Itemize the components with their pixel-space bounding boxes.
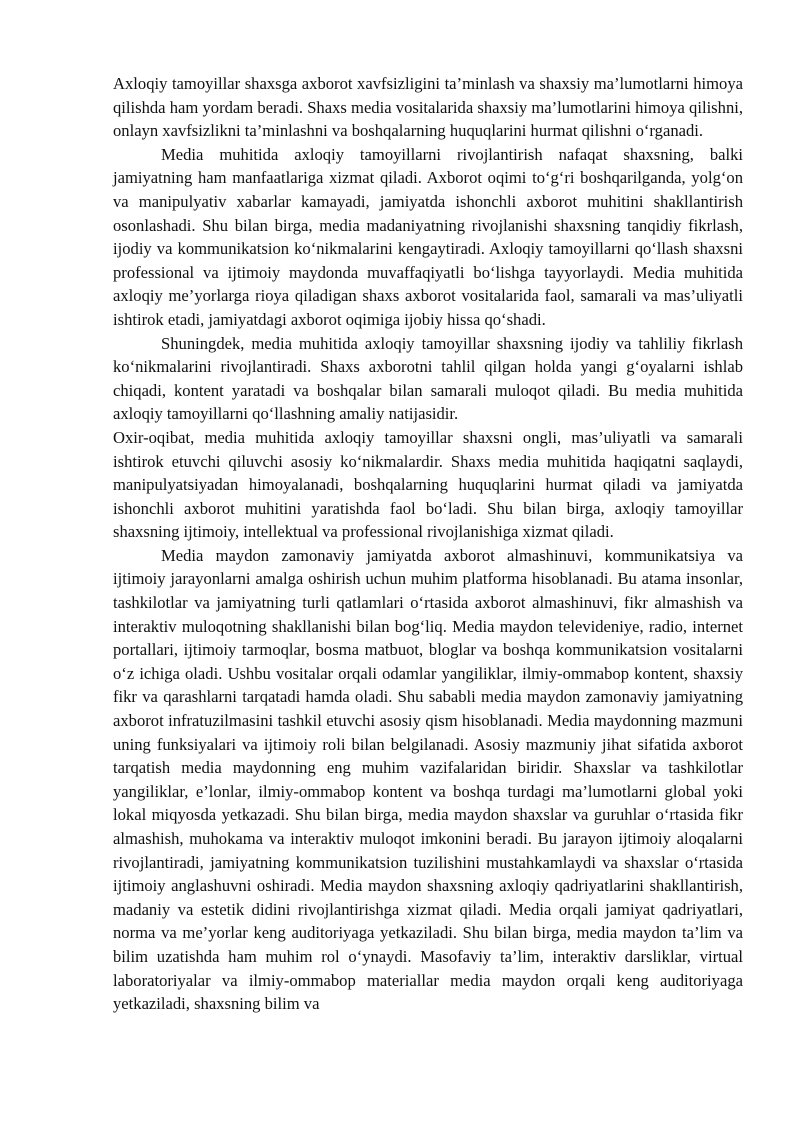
document-page bbox=[113, 72, 743, 1016]
paragraph-privacy: Axloqiy tamoyillar shaxsga axborot xavfsizligini ta’minlash va shaxsiy ma’lumotlarni himoya qilishda ham yordam beradi. Shaxs media vositalarida shaxsiy ma’lumotlarini himoya qilishni, onlayn xavfsizlikni ta’minlashni va boshqalarning huquqlarini hurmat qilishni o‘rganadi. bbox=[113, 74, 743, 141]
paragraph-ethics-benefits: Media muhitida axloqiy tamoyillarni rivojlantirish nafaqat shaxsning, balki jamiyatning ham manfaatlariga xizmat qiladi. Axborot oqimi to‘g‘ri boshqarilganda, yolg‘on va manipulyativ xabarlar kamayadi, jamiyatda ishonchli axborot muhitini shakllantirish osonlashadi. Shu bilan birga, media madaniyatning rivojlanishi shaxsning tanqidiy fikrlash, ijodiy va kommunikatsion ko‘nikmalarini kengaytiradi. Axloqiy tamoyillarni qo‘llash shaxsni professional va ijtimoiy maydonda muvaffaqiyatli bo‘lishga tayyorlaydi. Media muhitida axloqiy me’yorlarga rioya qiladigan shaxs axborot vositalarida faol, samarali va mas’uliyatli ishtirok etadi, jamiyatdagi axborot oqimiga ijobiy hissa qo‘shadi. bbox=[113, 144, 743, 329]
paragraph-creative-thinking: Shuningdek, media muhitida axloqiy tamoyillar shaxsning ijodiy va tahliliy fikrlash ko‘nikmalarini rivojlantiradi. Shaxs axborotni tahlil qilgan holda yangi g‘oyalarni ishlab chiqadi, kontent yaratadi va boshqalar bilan samarali muloqot qiladi. Bu media muhitida axloqiy tamoyillarni qo‘llashning amaliy natijasidir. bbox=[113, 333, 743, 424]
paragraph-media-field: Media maydon zamonaviy jamiyatda axborot almashinuvi, kommunikatsiya va ijtimoiy jarayonlarni amalga oshirish uchun muhim platforma hisoblanadi. Bu atama insonlar, tashkilotlar va jamiyatning turli qatlamlari o‘rtasida axborot almashinuvi, fikr almashish va interaktiv muloqotning shakllanishi bilan bog‘liq. Media maydon televideniye, radio, internet portallari, ijtimoiy tarmoqlar, bosma matbuot, bloglar va boshqa kommunikatsion vositalarni o‘z ichiga oladi. Ushbu vositalar orqali odamlar yangiliklar, ilmiy-ommabop kontent, shaxsiy fikr va qarashlarni tarqatadi hamda oladi. Shu sababli media maydon zamonaviy jamiyatning axborot infratuzilmasini tashkil etuvchi asosiy qism hisoblanadi. Media maydonning mazmuni uning funksiyalari va ijtimoiy roli bilan belgilanadi. Asosiy mazmuniy jihat sifatida axborot tarqatish media maydonning eng muhim vazifalaridan biridir. Shaxslar va tashkilotlar yangiliklar, e’lonlar, ilmiy-ommabop kontent va boshqa turdagi ma’lumotlarni global yoki lokal miqyosda yetkazadi. Shu bilan birga, media maydon shaxslar va guruhlar o‘rtasida fikr almashish, muhokama va interaktiv muloqot imkonini beradi. Bu jarayon ijtimoiy aloqalarni rivojlantiradi, jamiyatning kommunikatsion tuzilishini mustahkamlaydi va shaxslar o‘rtasida ijtimoiy anglashuvni oshiradi. Media maydon shaxsning axloqiy qadriyatlarini shakllantirish, madaniy va estetik didini rivojlantirishga xizmat qiladi. Media orqali jamiyat qadriyatlari, norma va me’yorlar keng auditoriyaga yetkaziladi. Shu bilan birga, media maydon ta’lim va bilim uzatishda ham muhim rol o‘ynaydi. Masofaviy ta’lim, interaktiv darsliklar, virtual laboratoriyalar va ilmiy-ommabop materiallar media maydon orqali keng auditoriyaga yetkaziladi, shaxsning bilim va bbox=[113, 545, 743, 1014]
paragraph-conclusion: Oxir-oqibat, media muhitida axloqiy tamoyillar shaxsni ongli, mas’uliyatli va samarali ishtirok etuvchi qiluvchi asosiy ko‘nikmalardir. Shaxs media muhitida haqiqatni saqlaydi, manipulyatsiyadan himoyalanadi, boshqalarning huquqlarini hurmat qiladi va jamiyatda ishonchli axborot muhitini yaratishda faol bo‘ladi. Shu bilan birga, axloqiy tamoyillar shaxsning ijtimoiy, intellektual va professional rivojlanishiga xizmat qiladi. bbox=[113, 427, 743, 542]
